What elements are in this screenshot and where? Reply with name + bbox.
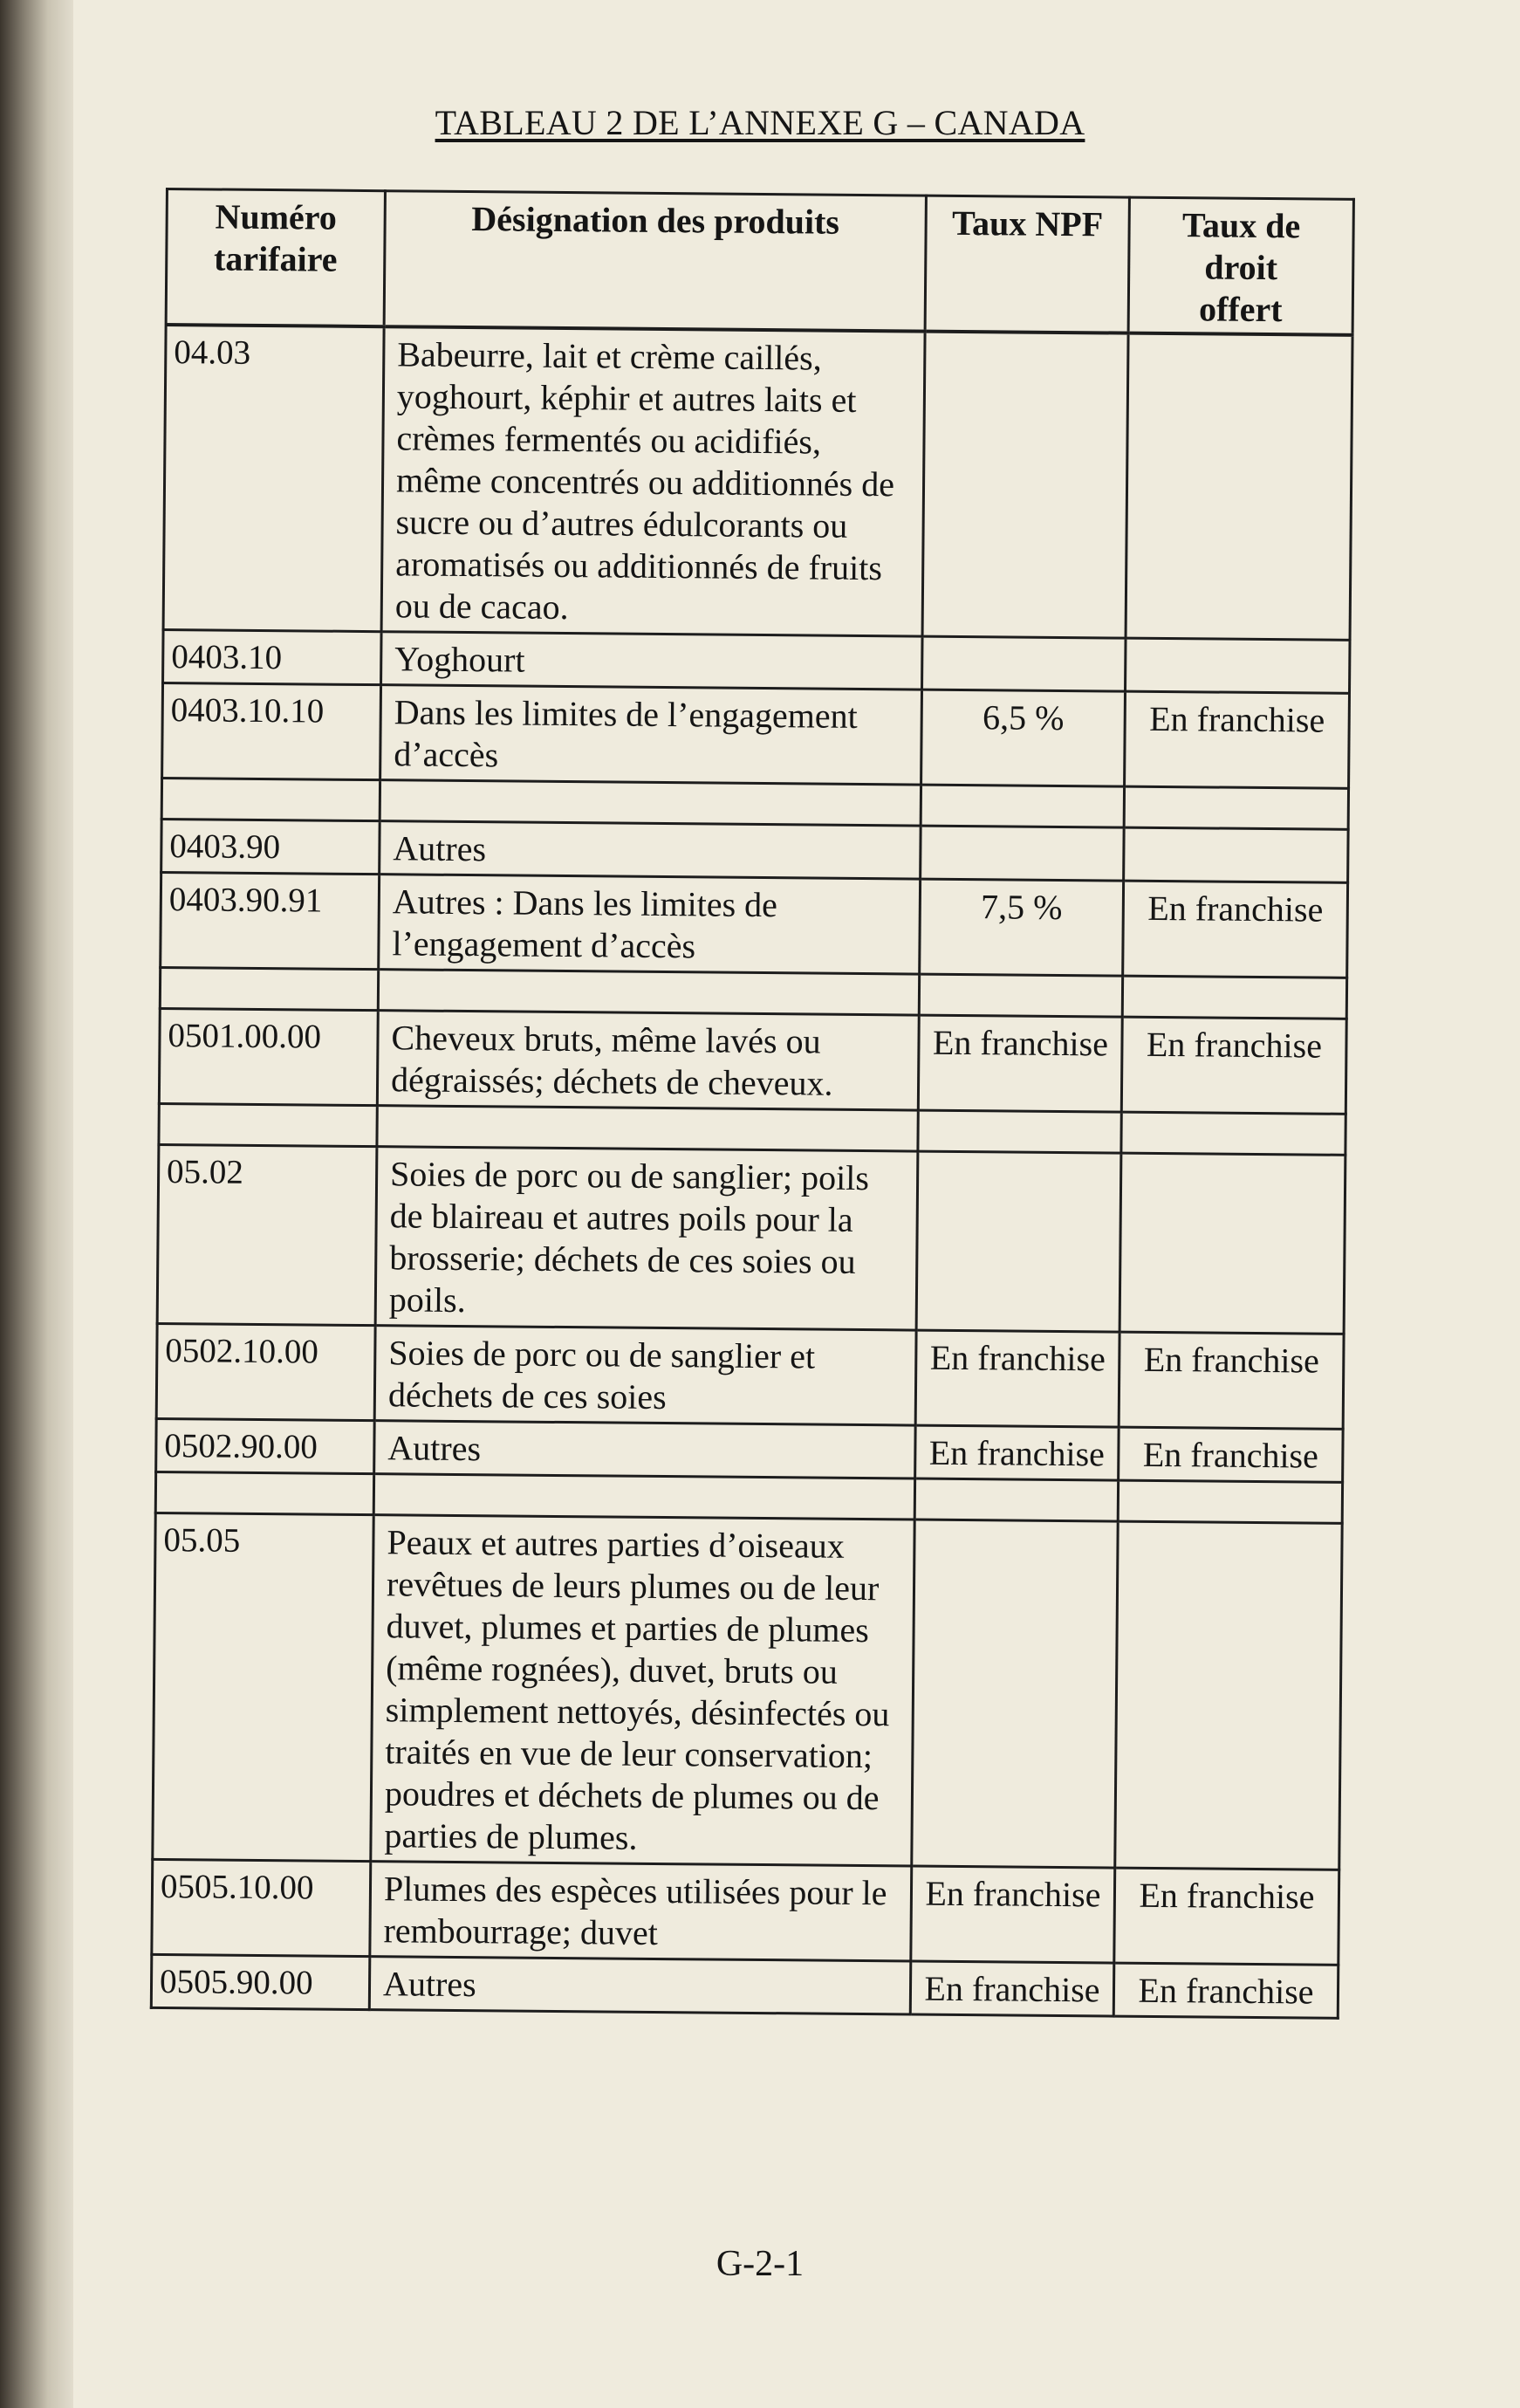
tariff-number-cell: [160, 967, 378, 1010]
table-row: [156, 1323, 1344, 1429]
mfn-rate-cell: En franchise: [911, 1866, 1115, 1963]
designation-cell: Babeurre, lait et crème caillés, yoghourt, képhir et autres laits et crèmes fermentés ou acidifiés, même concentrés ou additionnés de sucre ou d’autres édulcorants ou aromatisés ou additionnés de fruits ou de cacao.: [381, 326, 925, 636]
tariff-number-cell: 0505.10.00: [152, 1859, 371, 1956]
tariff-number-cell: [155, 1472, 373, 1514]
designation-cell: [378, 970, 919, 1015]
mfn-rate-cell: En franchise: [910, 1961, 1114, 2016]
offered-rate-cell: [1124, 827, 1349, 882]
table-row: [159, 1008, 1346, 1114]
mfn-rate-cell: [918, 1110, 1121, 1153]
mfn-rate-cell: En franchise: [915, 1330, 1119, 1427]
offered-rate-cell: En franchise: [1119, 1332, 1344, 1429]
designation-cell: Soies de porc ou de sanglier et déchets de ces soies: [374, 1326, 916, 1425]
offered-rate-cell: En franchise: [1123, 881, 1348, 978]
offered-rate-cell: En franchise: [1119, 1427, 1344, 1482]
table-row: [162, 683, 1350, 788]
offered-rate-cell: [1126, 333, 1352, 641]
mfn-rate-cell: En franchise: [918, 1015, 1122, 1112]
header-offered-rate: Taux de droit offert: [1128, 197, 1353, 335]
tariff-number-cell: 0403.10.10: [162, 683, 381, 779]
mfn-rate-cell: [919, 974, 1122, 1017]
offered-rate-cell: En franchise: [1113, 1963, 1339, 2018]
designation-cell: Peaux et autres parties d’oiseaux revêtues de leurs plumes ou de leur duvet, plumes et parties de plumes (même rognées), duvet, bruts ou simplement nettoyés, désinfectés ou traités en vue de leur conservation; poudres et déchets de plumes ou de parties de plumes.: [371, 1515, 914, 1866]
offered-rate-cell: [1124, 786, 1348, 829]
mfn-rate-cell: 7,5 %: [920, 879, 1124, 976]
mfn-rate-cell: [916, 1151, 1121, 1332]
designation-cell: Autres: [380, 821, 921, 879]
tariff-number-cell: 0502.90.00: [156, 1418, 375, 1473]
header-product-designation: Désignation des produits: [384, 191, 926, 332]
designation-cell: [380, 780, 921, 826]
tariff-number-cell: 0403.90.91: [161, 872, 380, 969]
tariff-number-cell: 0403.90: [161, 819, 380, 874]
offered-rate-cell: [1122, 976, 1346, 1019]
tariff-number-cell: 0501.00.00: [159, 1008, 378, 1105]
mfn-rate-cell: 6,5 %: [921, 689, 1126, 786]
tariff-number-cell: [159, 1103, 377, 1146]
designation-cell: Yoghourt: [381, 632, 923, 689]
designation-cell: Autres : Dans les limites de l’engagement d’accès: [379, 875, 921, 974]
table-header: [166, 189, 1353, 335]
tariff-number-cell: 04.03: [163, 325, 384, 632]
tariff-table: [150, 188, 1355, 2020]
table-body: [151, 325, 1352, 2018]
table-row: [161, 872, 1348, 978]
offered-rate-cell: En franchise: [1125, 691, 1350, 788]
mfn-rate-cell: [922, 636, 1126, 691]
table-row: [157, 1144, 1345, 1334]
header-mfn-rate: Taux NPF: [925, 196, 1129, 333]
offered-rate-cell: [1119, 1153, 1345, 1334]
tariff-number-cell: 0502.10.00: [156, 1323, 375, 1420]
offered-rate-cell: [1115, 1521, 1342, 1869]
designation-cell: Soies de porc ou de sanglier; poils de blaireau et autres poils pour la brosserie; déchets de ces soies ou poils.: [375, 1147, 918, 1330]
table-row: [153, 1513, 1342, 1869]
offered-rate-cell: En franchise: [1114, 1868, 1339, 1965]
mfn-rate-cell: [914, 1478, 1118, 1521]
offered-rate-cell: [1126, 638, 1351, 693]
header-row: [166, 189, 1353, 335]
tariff-number-cell: 05.02: [157, 1144, 377, 1325]
mfn-rate-cell: [912, 1520, 1118, 1868]
mfn-rate-cell: [921, 785, 1124, 827]
offered-rate-cell: [1118, 1480, 1342, 1523]
offered-rate-cell: En franchise: [1121, 1017, 1346, 1114]
designation-cell: Plumes des espèces utilisées pour le rembourrage; duvet: [370, 1862, 912, 1961]
book-spine-shadow: [0, 0, 73, 2408]
designation-cell: [373, 1474, 914, 1520]
mfn-rate-cell: [922, 332, 1128, 639]
designation-cell: [377, 1106, 918, 1151]
table-row: [151, 1954, 1338, 2018]
tariff-number-cell: 0403.10: [163, 629, 382, 684]
designation-cell: Autres: [374, 1421, 916, 1478]
tariff-number-cell: 05.05: [153, 1513, 373, 1861]
mfn-rate-cell: [921, 826, 1125, 881]
tariff-number-cell: 0505.90.00: [151, 1954, 370, 2009]
offered-rate-cell: [1121, 1112, 1345, 1155]
tariff-number-cell: [161, 778, 380, 820]
document-title: TABLEAU 2 DE L’ANNEXE G – CANADA: [435, 103, 1085, 142]
header-tariff-number: Numéro tarifaire: [166, 189, 385, 327]
table-row: [163, 325, 1352, 640]
designation-cell: Autres: [369, 1957, 911, 2014]
page-number: G-2-1: [715, 2244, 805, 2284]
designation-cell: Dans les limites de l’engagement d’accès: [380, 685, 922, 785]
table-row: [152, 1859, 1339, 1965]
mfn-rate-cell: En franchise: [915, 1425, 1119, 1480]
designation-cell: Cheveux bruts, même lavés ou dégraissés; déchets de cheveux.: [377, 1011, 919, 1110]
